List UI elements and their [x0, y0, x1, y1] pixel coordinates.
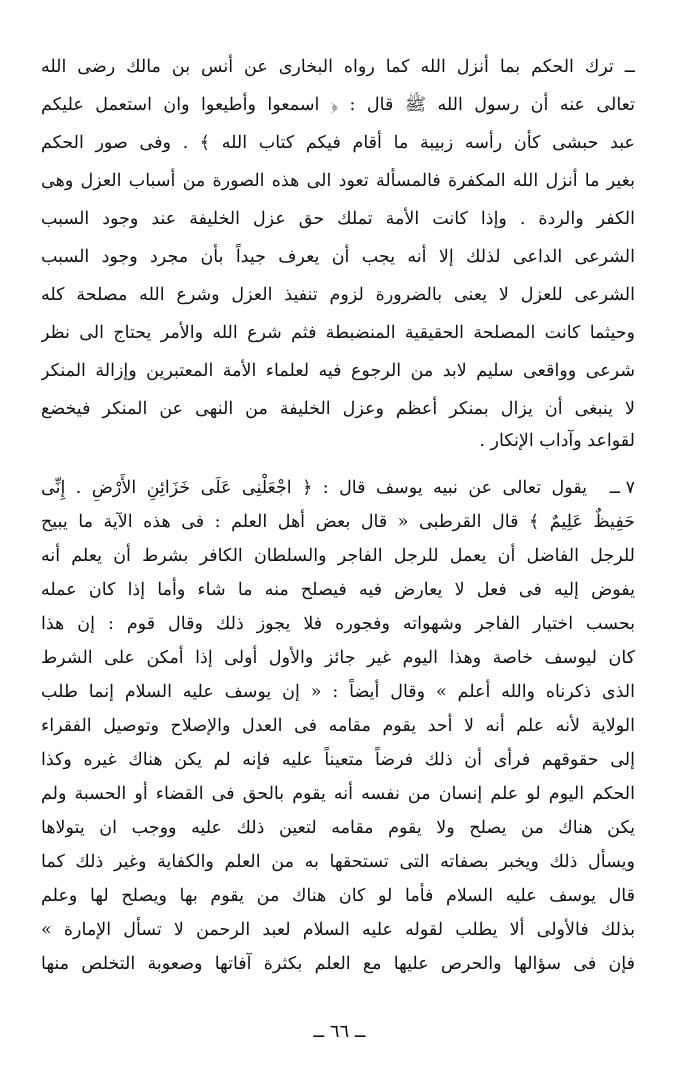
paragraph-line: ويسأل ذلك ويخبر بصفاته التى تستحقها به من العلم والكفاية وغير ذلك كما — [41, 852, 635, 872]
paragraph-line: وحيثما كانت المصلحة الحقيقية المنضبطة فثم شرع الله والأمر يحتاج الى نظر — [41, 323, 635, 343]
page-number: ــ ٦٦ ــ — [313, 1021, 366, 1042]
item-number: ٧ ــ — [609, 478, 635, 498]
paragraph-line: لقواعد وآداب الإنكار . — [479, 431, 635, 451]
paragraph-line: الولاية لأنه علم أنه لا أحد يقوم مقامه فى العدل والإصلاح وتوصيل الفقراء — [41, 716, 635, 736]
paragraph-line: الشرعى الداعى لذلك إلا أنه يجب أن يعرف جيداً بأن مجرد وجود السبب — [41, 247, 635, 267]
paragraph-line: بغير ما أنزل الله المكفرة فالمسألة تعود الى هذه الصورة من أسباب العزل وهى — [41, 171, 635, 191]
paragraph-line: الكفر والردة . وإذا كانت الأمة تملك حق عزل الخليفة عند وجود السبب — [41, 209, 635, 229]
paragraph-line: يقول تعالى عن نبيه يوسف قال : ﴿ اجْعَلْنِى عَلَى خَزَائِنِ الأَرْضِ . إِنِّى — [41, 478, 587, 498]
paragraph-line: قال يوسف عليه السلام فأما لو كان هناك من يقوم بها ويصلح لها وعلم — [41, 886, 635, 906]
paragraph-line: بحسب اختيار الفاجر وشهواته وفجوره فلا يجوز ذلك وقال قوم : إن هذا — [41, 614, 635, 634]
paragraph-line: للرجل الفاضل أن يعمل للرجل الفاجر والسلطان الكافر بشرط أن يعلم أنه — [41, 546, 635, 566]
paragraph-line: حَفِيظٌ عَلِيمٌ ﴾ قال القرطبى « قال بعض أهل العلم : فى هذه الآية ما يبيح — [41, 512, 635, 532]
paragraph-line: ــ ترك الحكم بما أنزل الله كما رواه البخارى عن أنس بن مالك رضى الله — [41, 57, 635, 77]
paragraph-line: كان ليوسف خاصة وهذا اليوم غير جائز والأول أولى إذا أمكن على الشرط — [41, 648, 635, 668]
paragraph-line: عبد حبشى كأن رأسه زبيبة ما أقام فيكم كتاب الله ﴾ . وفى صور الحكم — [41, 133, 635, 153]
paragraph-line: يفوض إليه فى فعل لا يعارض فيه فيصلح منه ما شاء وأما إذا كان عمله — [41, 580, 635, 600]
paragraph-line: يكن هناك من يصلح ولا يقوم مقامه لتعين ذلك عليه ووجب ان يتولاها — [41, 818, 635, 838]
paragraph-line: إلى حقوقهم فرأى أن ذلك فرضاً متعيناً عليه فإنه لم يكن هناك غيره وكذا — [41, 750, 635, 770]
paragraph-line: فإن فى سؤالها والحرص عليها مع العلم بكثرة آفاتها وصعوبة التخلص منها — [41, 954, 635, 974]
paragraph-line: الشرعى للعزل لا يعنى بالضرورة لزوم تنفيذ العزل وشرع الله مصلحة كله — [41, 285, 635, 305]
paragraph-line: شرعى وواقعى سليم لابد من الرجوع فيه لعلماء الأمة المعتبرين وإزالة المنكر — [41, 361, 635, 381]
paragraph-line: الحكم اليوم لو علم إنسان من نفسه أنه يقوم بالحق فى القضاء أو الحسبة ولم — [41, 784, 635, 804]
paragraph-line: تعالى عنه أن رسول الله ﷺ قال : ﴿ اسمعوا وأطيعوا وان استعمل عليكم — [41, 95, 635, 115]
paragraph-line: بذلك فالأولى ألا يطلب لقوله عليه السلام لعبد الرحمن لا تسأل الإمارة » — [41, 920, 635, 940]
paragraph-line: لا ينبغى أن يزال بمنكر أعظم وعزل الخليفة من النهى عن المنكر فيخضع — [41, 399, 635, 419]
paragraph-line: الذى ذكرناه والله أعلم » وقال أيضاً : « إن يوسف عليه السلام إنما طلب — [41, 682, 635, 702]
